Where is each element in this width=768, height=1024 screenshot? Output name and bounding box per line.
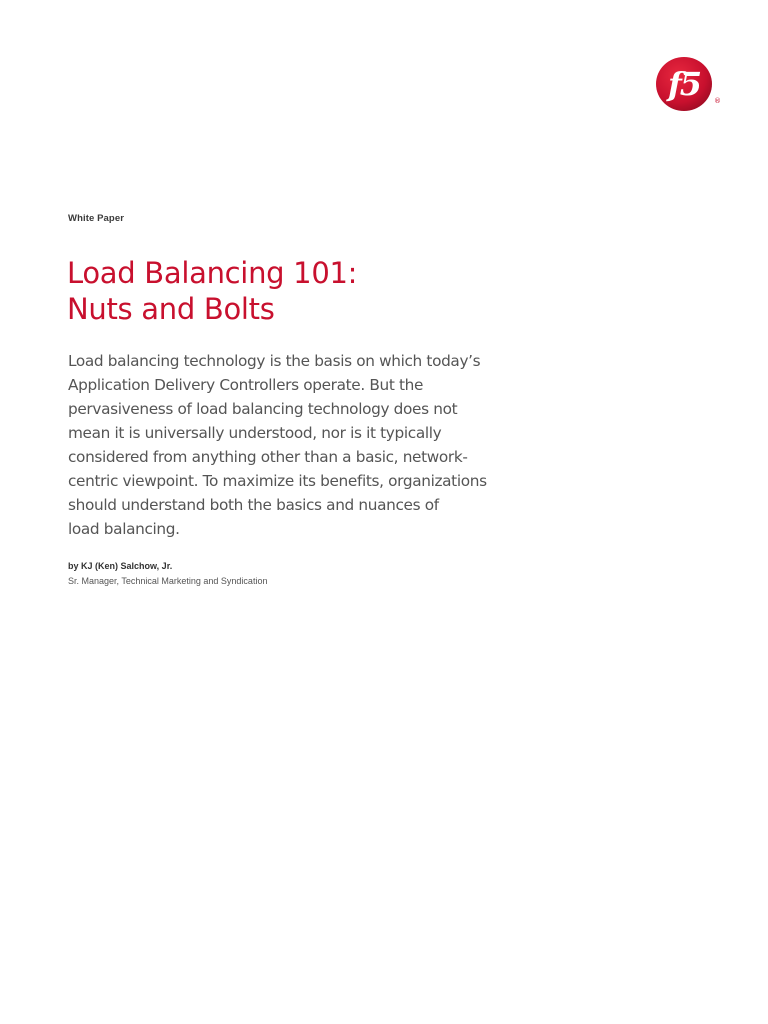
- title-line: Nuts and Bolts: [67, 292, 275, 326]
- f5-logo: [654, 55, 721, 113]
- logo-text: f5: [667, 65, 701, 103]
- abstract-line: Application Delivery Controllers operate. But the: [68, 376, 424, 394]
- f5-logo-icon: [654, 55, 721, 113]
- abstract-line: centric viewpoint. To maximize its benefits, organizations: [68, 472, 487, 490]
- abstract-line: load balancing.: [68, 520, 180, 538]
- abstract-line: mean it is universally understood, nor is it typically: [68, 424, 442, 442]
- document-type-label: White Paper: [68, 213, 124, 224]
- author-role: Sr. Manager, Technical Marketing and Syndication: [68, 576, 268, 586]
- logo-registered-mark: ®: [714, 97, 721, 105]
- title-line: Load Balancing 101:: [67, 256, 358, 290]
- document-abstract: [68, 349, 518, 541]
- document-title: [67, 255, 357, 327]
- abstract-line: Load balancing technology is the basis on which today’s: [68, 352, 481, 370]
- abstract-line: should understand both the basics and nuances of: [68, 496, 439, 514]
- author-byline: by KJ (Ken) Salchow, Jr.: [68, 561, 173, 571]
- abstract-line: considered from anything other than a basic, network-: [68, 448, 468, 466]
- abstract-line: pervasiveness of load balancing technology does not: [68, 400, 458, 418]
